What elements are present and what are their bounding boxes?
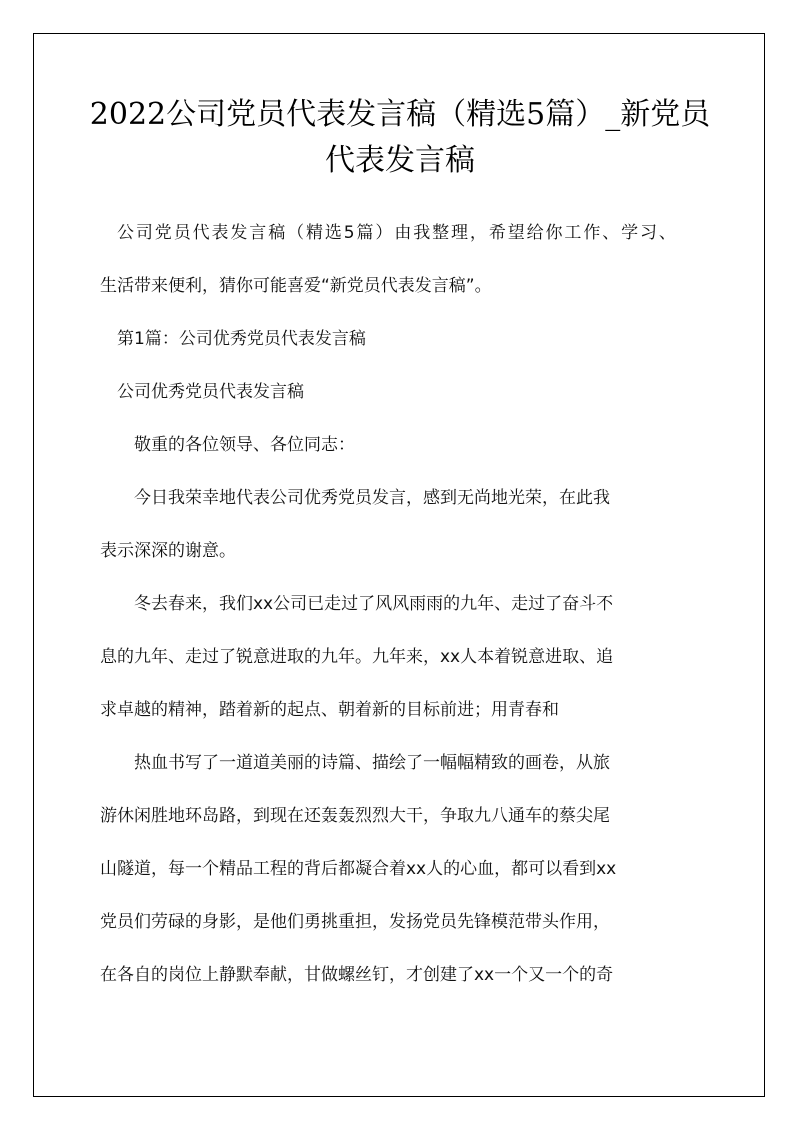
page-border bbox=[33, 33, 765, 1097]
body-line: 表示深深的谢意。 bbox=[100, 541, 236, 561]
body-line: 公司优秀党员代表发言稿 bbox=[117, 382, 304, 402]
body-line: 游休闲胜地环岛路，到现在还轰轰烈烈大干，争取九八通车的蔡尖尾 bbox=[100, 806, 610, 826]
body-line: 生活带来便利，猜你可能喜爱“新党员代表发言稿”。 bbox=[100, 276, 492, 296]
body-line: 公司党员代表发言稿（精选5篇）由我整理，希望给你工作、学习、 bbox=[117, 223, 678, 243]
body-line: 热血书写了一道道美丽的诗篇、描绘了一幅幅精致的画卷，从旅 bbox=[134, 753, 610, 773]
body-line: 党员们劳碌的身影，是他们勇挑重担，发扬党员先锋模范带头作用， bbox=[100, 912, 610, 932]
body-line: 敬重的各位领导、各位同志： bbox=[134, 435, 355, 455]
body-line: 今日我荣幸地代表公司优秀党员发言，感到无尚地光荣，在此我 bbox=[134, 488, 610, 508]
body-line: 第1篇：公司优秀党员代表发言稿 bbox=[117, 329, 366, 349]
document-title bbox=[60, 92, 740, 184]
body-line: 山隧道，每一个精品工程的背后都凝合着xx人的心血，都可以看到xx bbox=[100, 859, 617, 879]
title-line-1: 2022公司党员代表发言稿（精选5篇）_新党员 bbox=[89, 97, 711, 132]
body-line: 息的九年、走过了锐意进取的九年。九年来，xx人本着锐意进取、追 bbox=[100, 647, 614, 667]
body-line: 冬去春来，我们xx公司已走过了风风雨雨的九年、走过了奋斗不 bbox=[134, 594, 614, 614]
body-line: 在各自的岗位上静默奉献，甘做螺丝钉，才创建了xx一个又一个的奇 bbox=[100, 965, 614, 985]
body-line: 求卓越的精神，踏着新的起点、朝着新的目标前进；用青春和 bbox=[100, 700, 559, 720]
title-line-2: 代表发言稿 bbox=[325, 143, 475, 178]
